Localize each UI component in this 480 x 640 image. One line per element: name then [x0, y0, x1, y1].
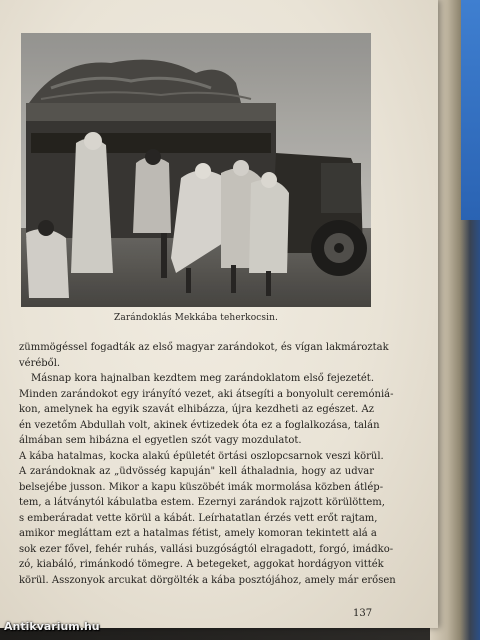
- body-line-6: én vezetőm Abdullah volt, akinek évtizedek óta ez a foglalkozása, talán: [19, 419, 380, 431]
- body-text: [19, 340, 396, 588]
- body-line-12: s emberáradat vette körül a kábát. Leírhatatlan érzés vett erőt rajtam,: [19, 512, 378, 524]
- book-cover-strip: [461, 0, 480, 220]
- photo-caption: Zarándoklás Mekkába teherkocsin.: [114, 313, 278, 323]
- body-line-4: Minden zarándokot egy irányító vezet, aki átsegíti a bonyolult ceremóniá-: [19, 388, 394, 400]
- body-line-15: zó, kiabáló, rimánkodó tömegre. A betegeket, aggokat hordágyon vitték: [19, 559, 384, 570]
- truck-photo: [21, 33, 371, 307]
- body-line-14: sok ezer fővel, fehér ruhás, vallási buzgóságtól elragadott, forgó, imádko-: [19, 543, 394, 555]
- body-line-10: belsejébe jusson. Mikor a kapu küszöbét imák mormolása közben átlép-: [19, 481, 384, 493]
- body-line-7: álmában sem hibázna el egyetlen szót vagy mozdulatot.: [19, 435, 302, 446]
- watermark-text: Antikvarium.hu: [4, 620, 100, 633]
- body-line-11: tem, a látványtól kábulatba estem. Ezernyi zarándok rajzott körülöttem,: [19, 497, 385, 508]
- body-line-5: kon, amelynek ha egyik szavát elhibázza, újra kezdheti az egészet. Az: [19, 404, 374, 415]
- body-line-3: Másnap kora hajnalban kezdtem meg zarándoklatom első fejezetét.: [31, 373, 374, 384]
- body-line-9: A zarándoknak az „üdvösség kapuján" kell áthaladnia, hogy az udvar: [19, 466, 374, 477]
- page-number: 137: [353, 608, 373, 619]
- body-line-2: véréből.: [19, 357, 61, 369]
- body-line-8: A kába hatalmas, kocka alakú épületét örtási oszlopcsarnok veszi körül.: [19, 450, 384, 462]
- truck-photo-drawing: [21, 33, 371, 307]
- body-line-1: zümmögéssel fogadták az első magyar zarándokot, és vígan lakmároztak: [19, 342, 389, 353]
- body-line-16: körül. Asszonyok arcukat dörgölték a kába posztójához, amely már erősen: [19, 574, 396, 586]
- body-line-13: amikor megláttam ezt a hatalmas fétist, amely komoran tekintett alá a: [19, 528, 377, 539]
